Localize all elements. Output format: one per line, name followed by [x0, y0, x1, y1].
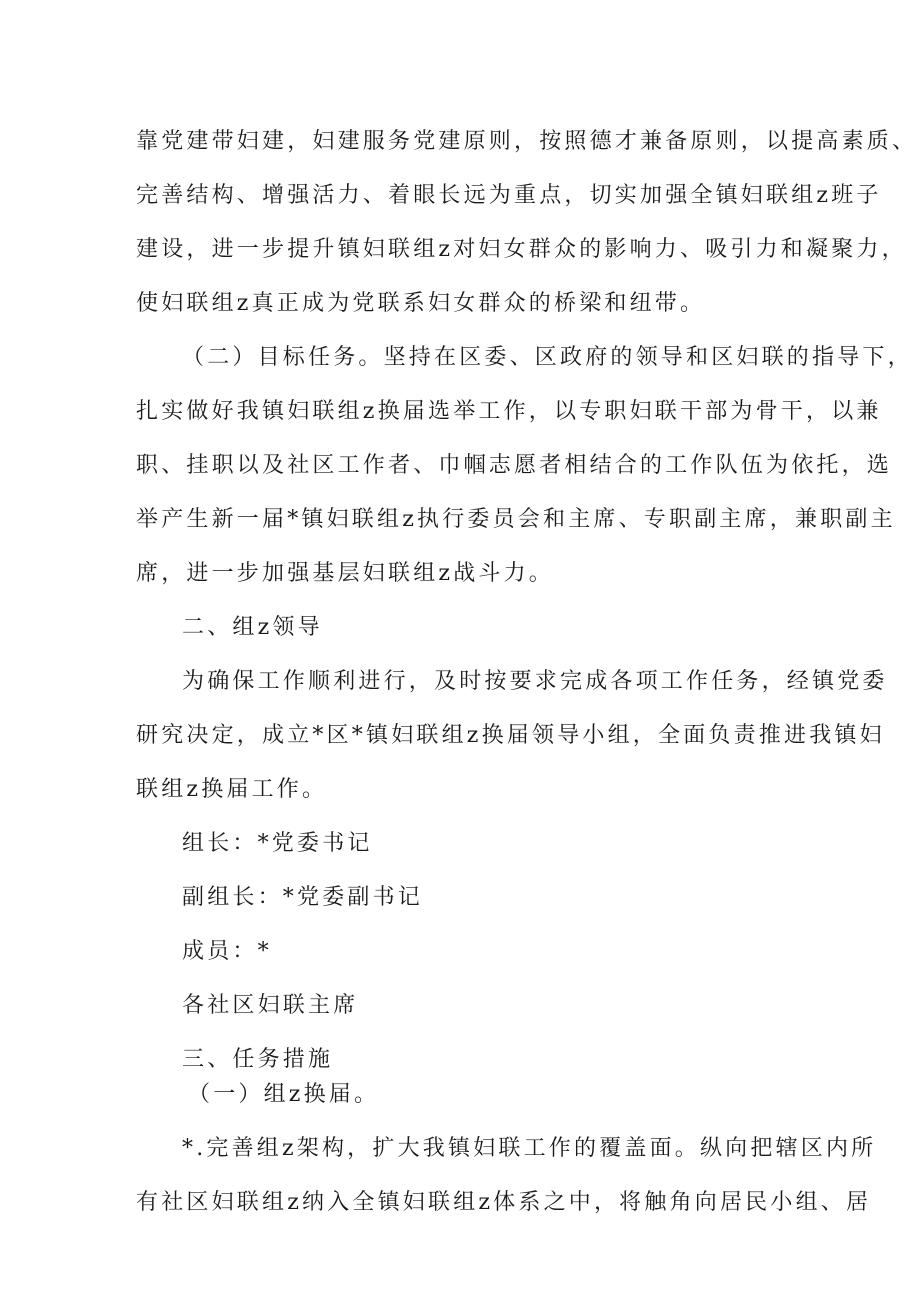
section-heading: 二、组z领导 [182, 615, 323, 640]
paragraph-line: 靠党建带妇建，妇建服务党建原则，按照德才兼备原则，以提高素质、 [136, 129, 918, 154]
paragraph-line: （二）目标任务。坚持在区委、区政府的领导和区妇联的指导下， [182, 345, 913, 370]
paragraph-line: 研究决定，成立*区*镇妇联组z换届领导小组，全面负责推进我镇妇 [136, 723, 885, 748]
paragraph-line: 席，进一步加强基层妇联组z战斗力。 [136, 561, 554, 586]
paragraph-line: 建设，进一步提升镇妇联组z对妇女群众的影响力、吸引力和凝聚力， [136, 237, 907, 262]
paragraph-line: *.完善组z架构，扩大我镇妇联工作的覆盖面。纵向把辖区内所 [182, 1136, 877, 1161]
members-line: 成员：* [182, 939, 272, 964]
paragraph-line: 为确保工作顺利进行，及时按要求完成各项工作任务，经镇党委 [182, 669, 888, 694]
deputy-leader-line: 副组长：*党委副书记 [182, 885, 424, 910]
paragraph-line: 完善结构、增强活力、着眼长远为重点，切实加强全镇妇联组z班子 [136, 183, 882, 208]
paragraph-line: 职、挂职以及社区工作者、巾帼志愿者相结合的工作队伍为依托，选 [136, 453, 893, 478]
leader-line: 组长：*党委书记 [182, 831, 373, 856]
paragraph-line: 举产生新一届*镇妇联组z执行委员会和主席、专职副主席，兼职副主 [136, 507, 896, 532]
paragraph-line: 扎实做好我镇妇联组z换届选举工作，以专职妇联干部为骨干，以兼 [136, 399, 882, 424]
paragraph-line: 联组z换届工作。 [136, 777, 328, 802]
subsection-heading: （一）组z换届。 [188, 1082, 380, 1107]
paragraph-line: 使妇联组z真正成为党联系妇女群众的桥梁和纽带。 [136, 291, 706, 316]
members-extra-line: 各社区妇联主席 [182, 993, 359, 1018]
paragraph-line: 有社区妇联组z纳入全镇妇联组z体系之中，将触角向居民小组、居 [136, 1190, 872, 1215]
section-heading: 三、任务措施 [182, 1047, 334, 1072]
